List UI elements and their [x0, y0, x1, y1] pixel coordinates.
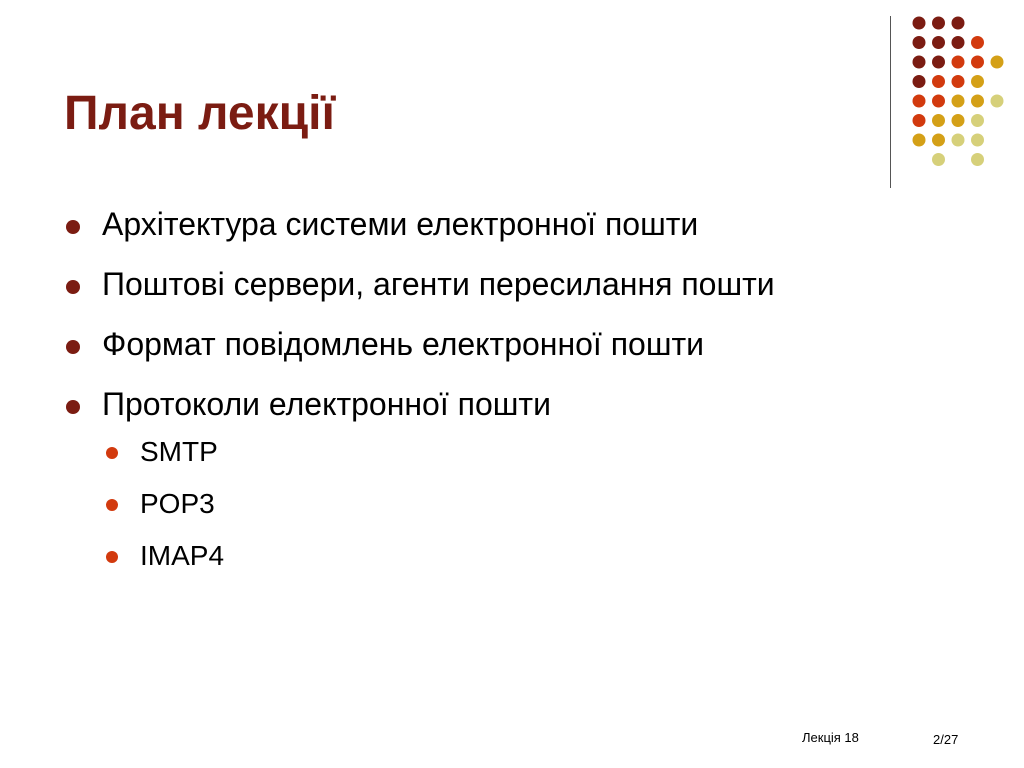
decorative-dot [991, 95, 1004, 108]
sub-bullet-text: SMTP [140, 436, 218, 467]
decorative-dot [932, 56, 945, 69]
decorative-dot [932, 114, 945, 127]
sub-bullet-icon [106, 447, 118, 459]
decorative-dot [913, 134, 926, 147]
decorative-dot [952, 56, 965, 69]
bullet-item [64, 200, 944, 248]
sub-bullet-item [102, 434, 944, 470]
decorative-dot [913, 114, 926, 127]
decorative-dot [952, 134, 965, 147]
decorative-dot [952, 36, 965, 49]
bullet-item [64, 320, 944, 368]
sub-bullet-text: IMAP4 [140, 540, 225, 571]
decorative-dot [971, 75, 984, 88]
bullet-text: Поштові сервери, агенти пересилання пошти [102, 266, 775, 302]
decorative-dot [971, 114, 984, 127]
decorative-dot [991, 56, 1004, 69]
decorative-dot [932, 134, 945, 147]
decorative-dot [952, 17, 965, 30]
sub-bullet-icon [106, 551, 118, 563]
sub-bullet-list [102, 434, 944, 574]
footer-lecture-label: Лекція 18 [802, 730, 859, 745]
bullet-item [64, 380, 944, 574]
decorative-dot [932, 153, 945, 166]
bullet-icon [66, 400, 80, 414]
bullet-text: Архітектура системи електронної пошти [102, 206, 699, 242]
decorative-dot [913, 17, 926, 30]
decorative-dot [971, 153, 984, 166]
sub-bullet-text: POP3 [140, 488, 215, 519]
sub-bullet-item [102, 486, 944, 522]
decorative-dot [932, 36, 945, 49]
decorative-dot [952, 114, 965, 127]
decorative-dot [932, 17, 945, 30]
decorative-dot [913, 75, 926, 88]
sub-bullet-item [102, 538, 944, 574]
bullet-icon [66, 280, 80, 294]
decorative-dot [913, 56, 926, 69]
title-divider-line [890, 16, 891, 188]
bullet-text: Протоколи електронної пошти [102, 386, 551, 422]
decorative-dot [952, 75, 965, 88]
bullet-icon [66, 340, 80, 354]
decorative-dot [971, 95, 984, 108]
decorative-dot [952, 95, 965, 108]
decorative-dot [913, 36, 926, 49]
decorative-dot [971, 36, 984, 49]
bullet-text: Формат повідомлень електронної пошти [102, 326, 705, 362]
decorative-dot [971, 56, 984, 69]
decorative-dot [932, 95, 945, 108]
footer-page-number: 2/27 [933, 732, 959, 747]
sub-bullet-icon [106, 499, 118, 511]
bullet-item [64, 260, 944, 308]
decorative-dot [971, 134, 984, 147]
decorative-dot [913, 95, 926, 108]
bullet-list [64, 200, 944, 590]
decorative-dot [932, 75, 945, 88]
bullet-icon [66, 220, 80, 234]
slide-title: План лекції [64, 87, 335, 140]
